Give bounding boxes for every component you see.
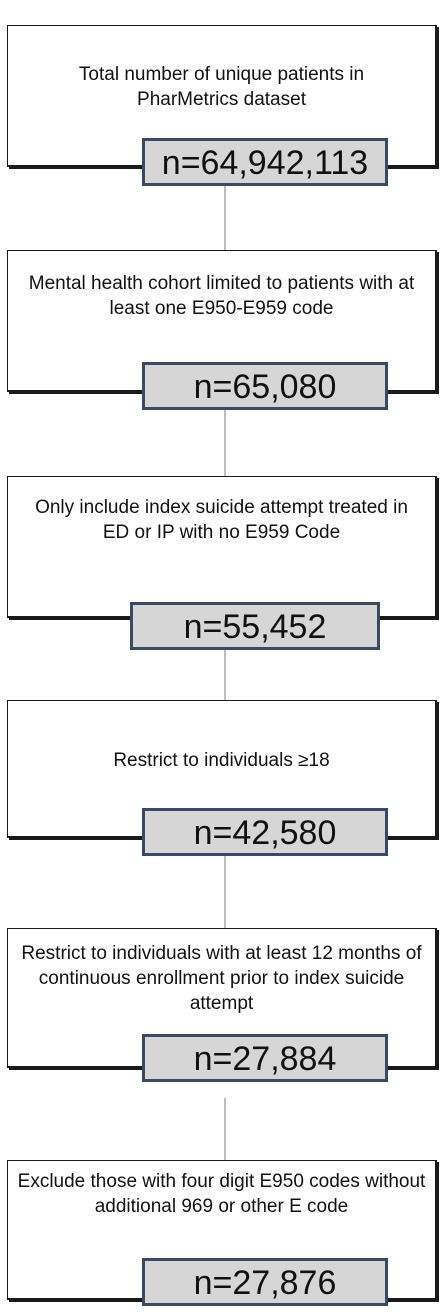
step-2-label: Mental health cohort limited to patients with at least one E950-E959 code — [28, 273, 415, 319]
flowchart-step-3-box — [7, 476, 437, 618]
step-4-count: n=42,580 — [142, 808, 388, 856]
connector-line-4 — [224, 856, 226, 928]
step-4-label: Restrict to individuals ≥18 — [113, 750, 330, 771]
step-1-label: Total number of unique patients in PharMetrics dataset — [78, 64, 365, 110]
step-5-label: Restrict to individuals with at least 12 months of continuous enrollment prior to index suicide attempt — [21, 943, 422, 1014]
step-3-label: Only include index suicide attempt treated in ED or IP with no E959 Code — [35, 497, 408, 543]
step-1-count: n=64,942,113 — [142, 138, 388, 186]
connector-line-5 — [224, 1098, 226, 1160]
connector-line-3 — [224, 650, 226, 700]
step-3-count: n=55,452 — [130, 602, 380, 650]
step-5-count: n=27,884 — [142, 1034, 388, 1082]
connector-line-1 — [224, 186, 226, 250]
step-6-label: Exclude those with four digit E950 codes without additional 969 or other E code — [17, 1171, 426, 1217]
step-6-count: n=27,876 — [142, 1258, 388, 1306]
step-2-count: n=65,080 — [142, 362, 388, 410]
connector-line-2 — [224, 410, 226, 476]
